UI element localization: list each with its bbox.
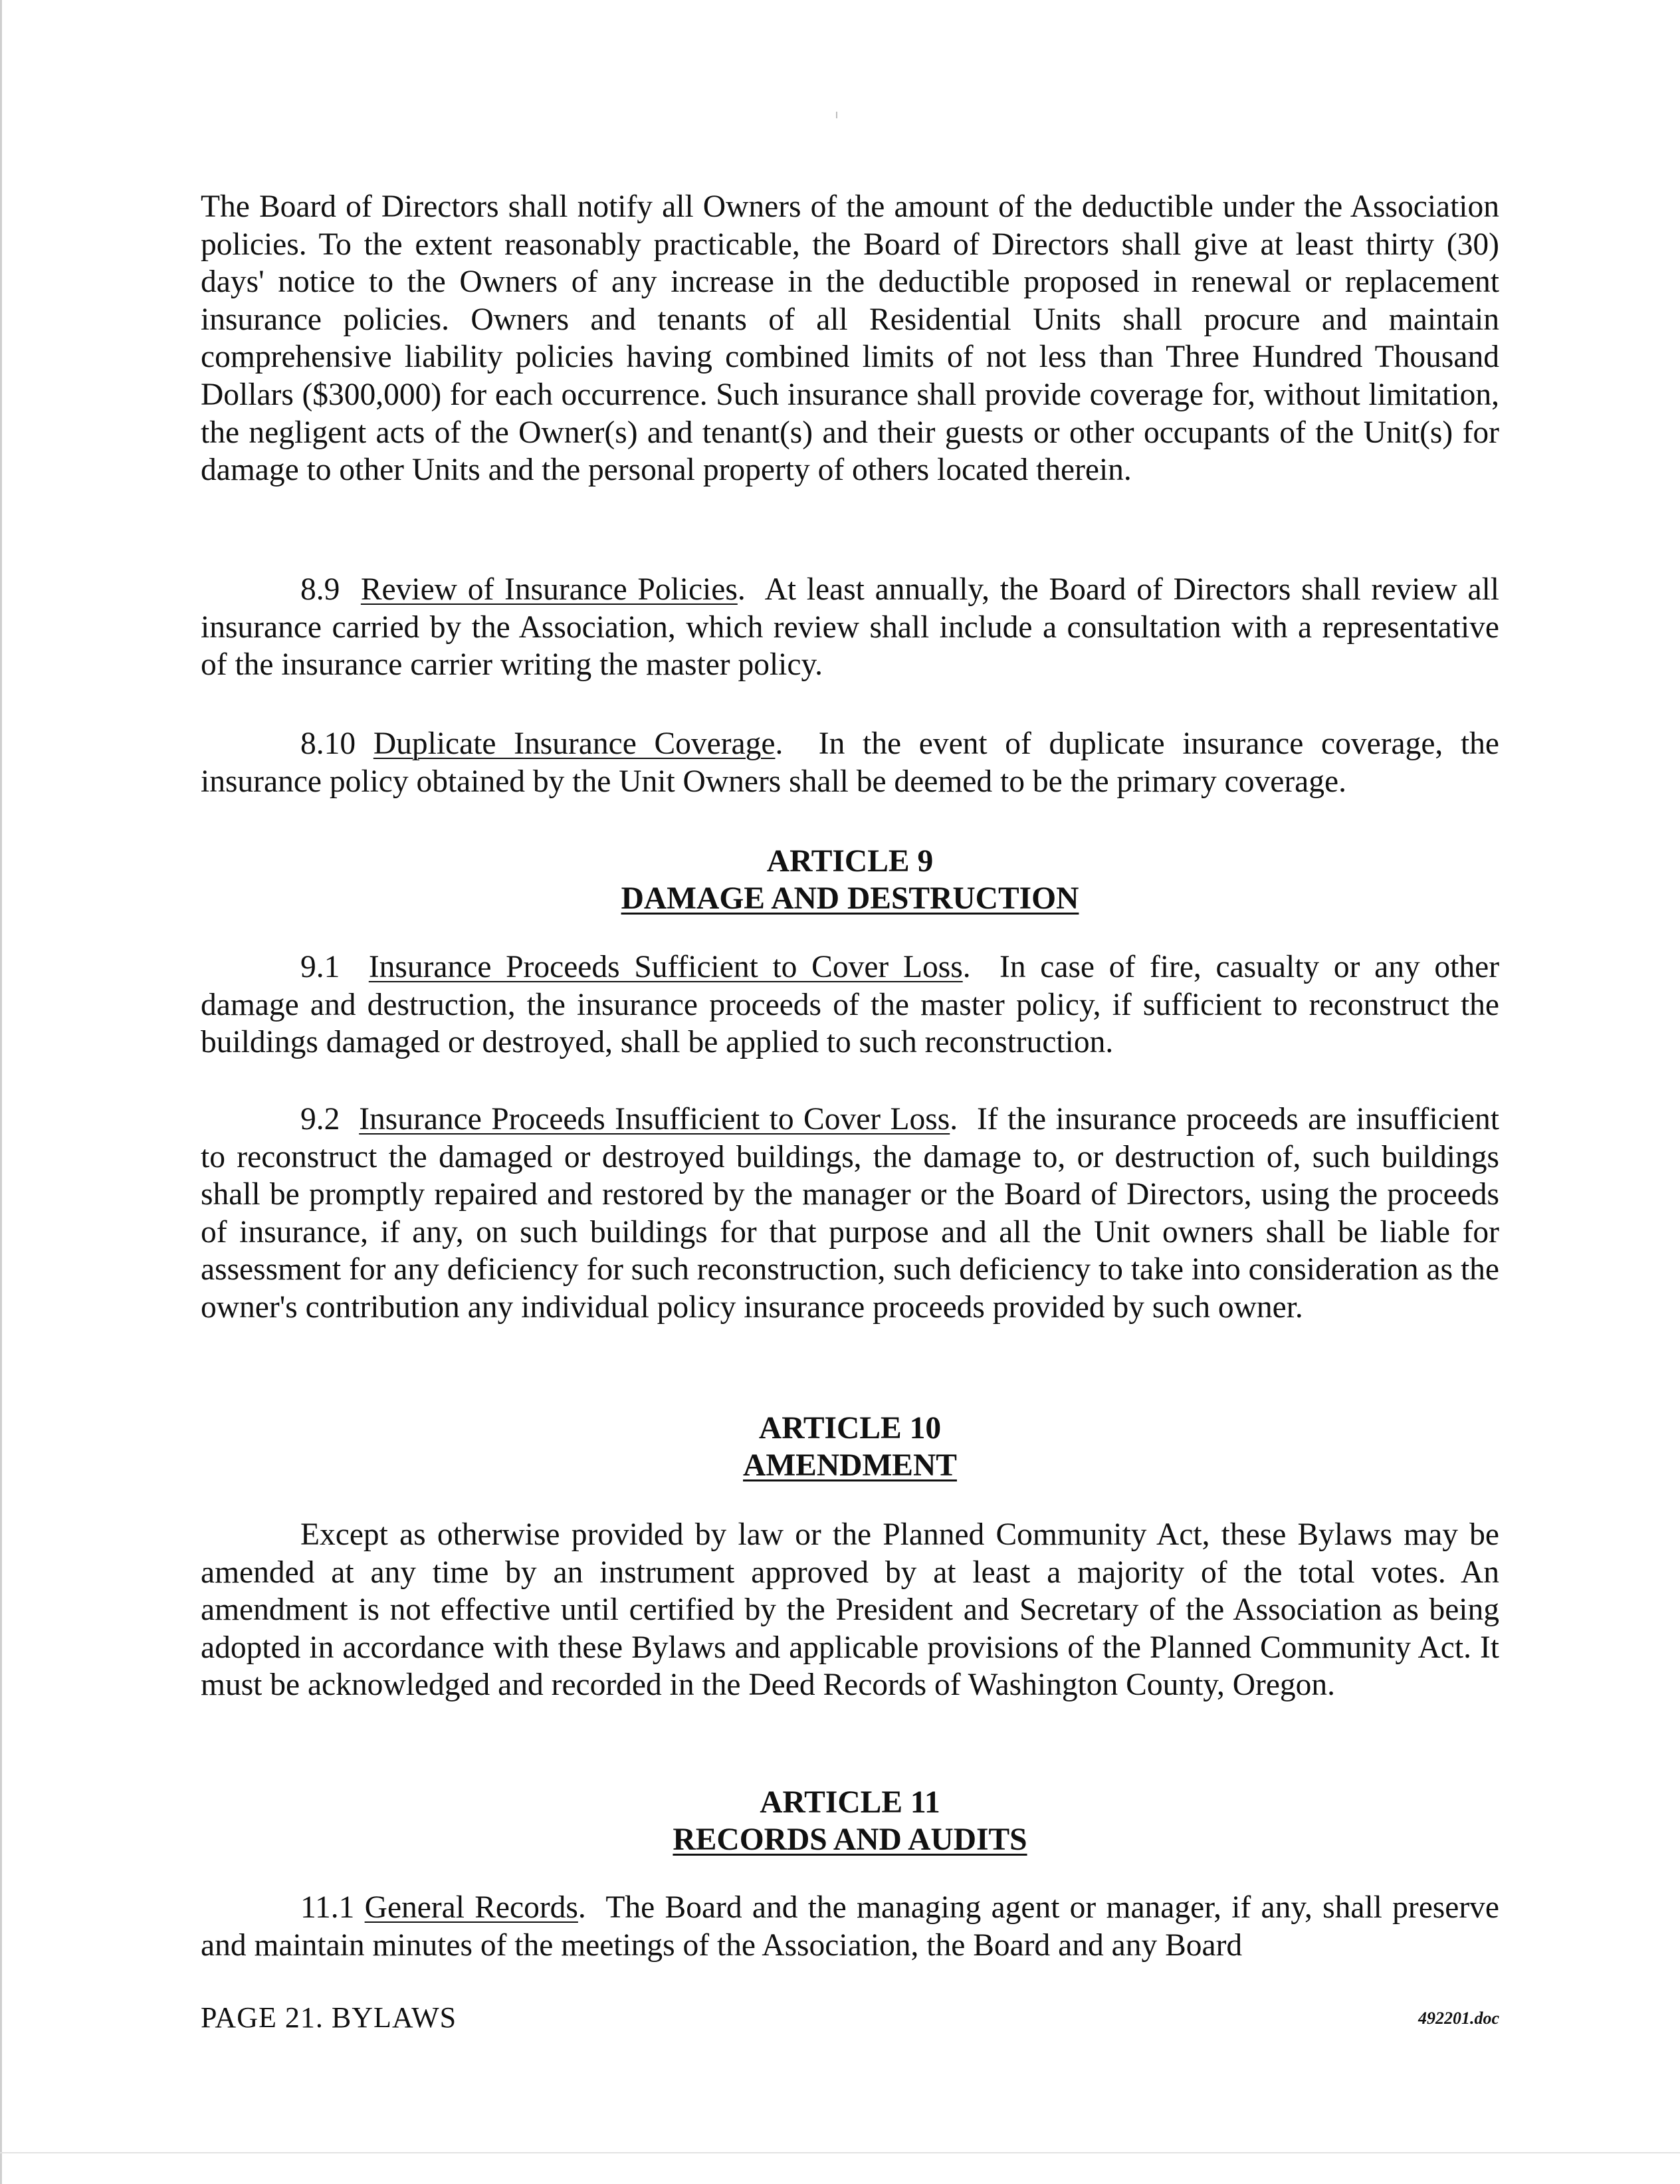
article-title: DAMAGE AND DESTRUCTION xyxy=(621,881,1079,916)
scan-bottom-edge xyxy=(0,2152,1680,2153)
section-9-1: 9.1 Insurance Proceeds Sufficient to Cover Loss. In case of fire, casualty or any other damage and destruction, the insurance proceeds of the master policy, if sufficient to reconstruct the buildings damaged or destroyed, shall be applied to such reconstruction. xyxy=(201,950,1500,1060)
section-9-2: 9.2 Insurance Proceeds Insufficient to Cover Loss. If the insurance proceeds are insufficient to reconstruct the damaged or destroyed buildings, the damage to, or destruction of, such buildings shall be promptly repaired and restored by the manager or the Board of Directors, using the proceeds of insurance, if any, on such buildings for that purpose and all the Unit owners shall be liable for assessment for any deficiency for such reconstruction, such deficiency to take into consideration as the owner's contribution any individual policy insurance proceeds provided by such owner. xyxy=(201,1102,1499,1325)
article-label: ARTICLE 11 xyxy=(760,1785,940,1820)
paragraph-amendment xyxy=(201,1516,1499,1704)
scan-left-edge xyxy=(0,0,2,2184)
article-label: ARTICLE 10 xyxy=(758,1411,942,1446)
section-title: Insurance Proceeds Insufficient to Cover Loss xyxy=(359,1102,950,1137)
article-10-heading xyxy=(201,1410,1499,1484)
paragraph-text: Except as otherwise provided by law or the Planned Community Act, these Bylaws may be amended at any time by an instrument approved by at least a majority of the total votes. An amendment is not effective until certified by the President and Secretary of the Association as being adopted in accordance with these Bylaws and applicable provisions of the Planned Community Act. It must be acknowledged and recorded in the Deed Records of Washington County, Oregon. xyxy=(201,1517,1499,1703)
article-title: RECORDS AND AUDITS xyxy=(673,1822,1027,1857)
section-number: 8.9 xyxy=(300,572,340,607)
section-text: At least annually, the Board of Directors shall review all insurance carried by the Association, which review shall include a consultation with a representative of the insurance carrier writing the master policy. xyxy=(201,572,1499,683)
section-number: 11.1 xyxy=(300,1890,355,1925)
footer-doc-id: 492201.doc xyxy=(1418,2009,1499,2028)
section-number: 9.2 xyxy=(300,1102,340,1137)
section-title: Review of Insurance Policies xyxy=(360,572,738,607)
section-text: The Board and the managing agent or manager, if any, shall preserve and maintain minutes of the meetings of the Association, the Board and any Board xyxy=(201,1890,1500,1963)
section-title: General Records xyxy=(364,1890,578,1925)
article-label: ARTICLE 9 xyxy=(766,844,934,879)
scan-speck xyxy=(836,112,837,118)
section-number: 8.10 xyxy=(300,726,356,761)
paragraph-text: The Board of Directors shall notify all Owners of the amount of the deductible under the Association policies. To the extent reasonably practicable, the Board of Directors shall give at least thirty (30) days' notice to the Owners of any increase in the deductible proposed in renewal or replacement insurance policies. Owners and tenants of all Residential Units shall procure and maintain comprehensive liability policies having combined limits of not less than Three Hundred Thousand Dollars ($300,000) for each occurrence. Such insurance shall provide coverage for, without limitation, the negligent acts of the Owner(s) and tenant(s) and their guests or other occupants of the Unit(s) for damage to other Units and the personal property of others located therein. xyxy=(201,189,1499,488)
section-8-9: 8.9 Review of Insurance Policies. At least annually, the Board of Directors shall review all insurance carried by the Association, which review shall include a consultation with a representative of the insurance carrier writing the master policy. xyxy=(201,572,1499,683)
section-number: 9.1 xyxy=(300,950,340,984)
section-text: In the event of duplicate insurance coverage, the insurance policy obtained by the Unit Owners shall be deemed to be the primary coverage. xyxy=(201,726,1500,799)
paragraph-deductible-notice xyxy=(201,188,1499,489)
article-11-heading xyxy=(201,1784,1499,1858)
section-title: Duplicate Insurance Coverage xyxy=(373,726,776,761)
article-title: AMENDMENT xyxy=(743,1448,957,1483)
footer-page-label: PAGE 21. BYLAWS xyxy=(201,2001,457,2034)
article-9-heading xyxy=(201,843,1499,917)
section-8-10: 8.10 Duplicate Insurance Coverage. In the event of duplicate insurance coverage, the insurance policy obtained by the Unit Owners shall be deemed to be the primary coverage. xyxy=(201,726,1500,799)
section-11-1: 11.1 General Records. The Board and the managing agent or manager, if any, shall preserve and maintain minutes of the meetings of the Association, the Board and any Board xyxy=(201,1890,1500,1963)
section-title: Insurance Proceeds Sufficient to Cover Loss xyxy=(368,950,963,984)
section-text: In case of fire, casualty or any other damage and destruction, the insurance proceeds of the master policy, if sufficient to reconstruct the buildings damaged or destroyed, shall be applied to such reconstruction. xyxy=(201,950,1500,1060)
section-text: If the insurance proceeds are insufficient to reconstruct the damaged or destroyed buildings, the damage to, or destruction of, such buildings shall be promptly repaired and restored by the manager or the Board of Directors, using the proceeds of insurance, if any, on such buildings for that purpose and all the Unit owners shall be liable for assessment for any deficiency for such reconstruction, such deficiency to take into consideration as the owner's contribution any individual policy insurance proceeds provided by such owner. xyxy=(201,1102,1499,1325)
